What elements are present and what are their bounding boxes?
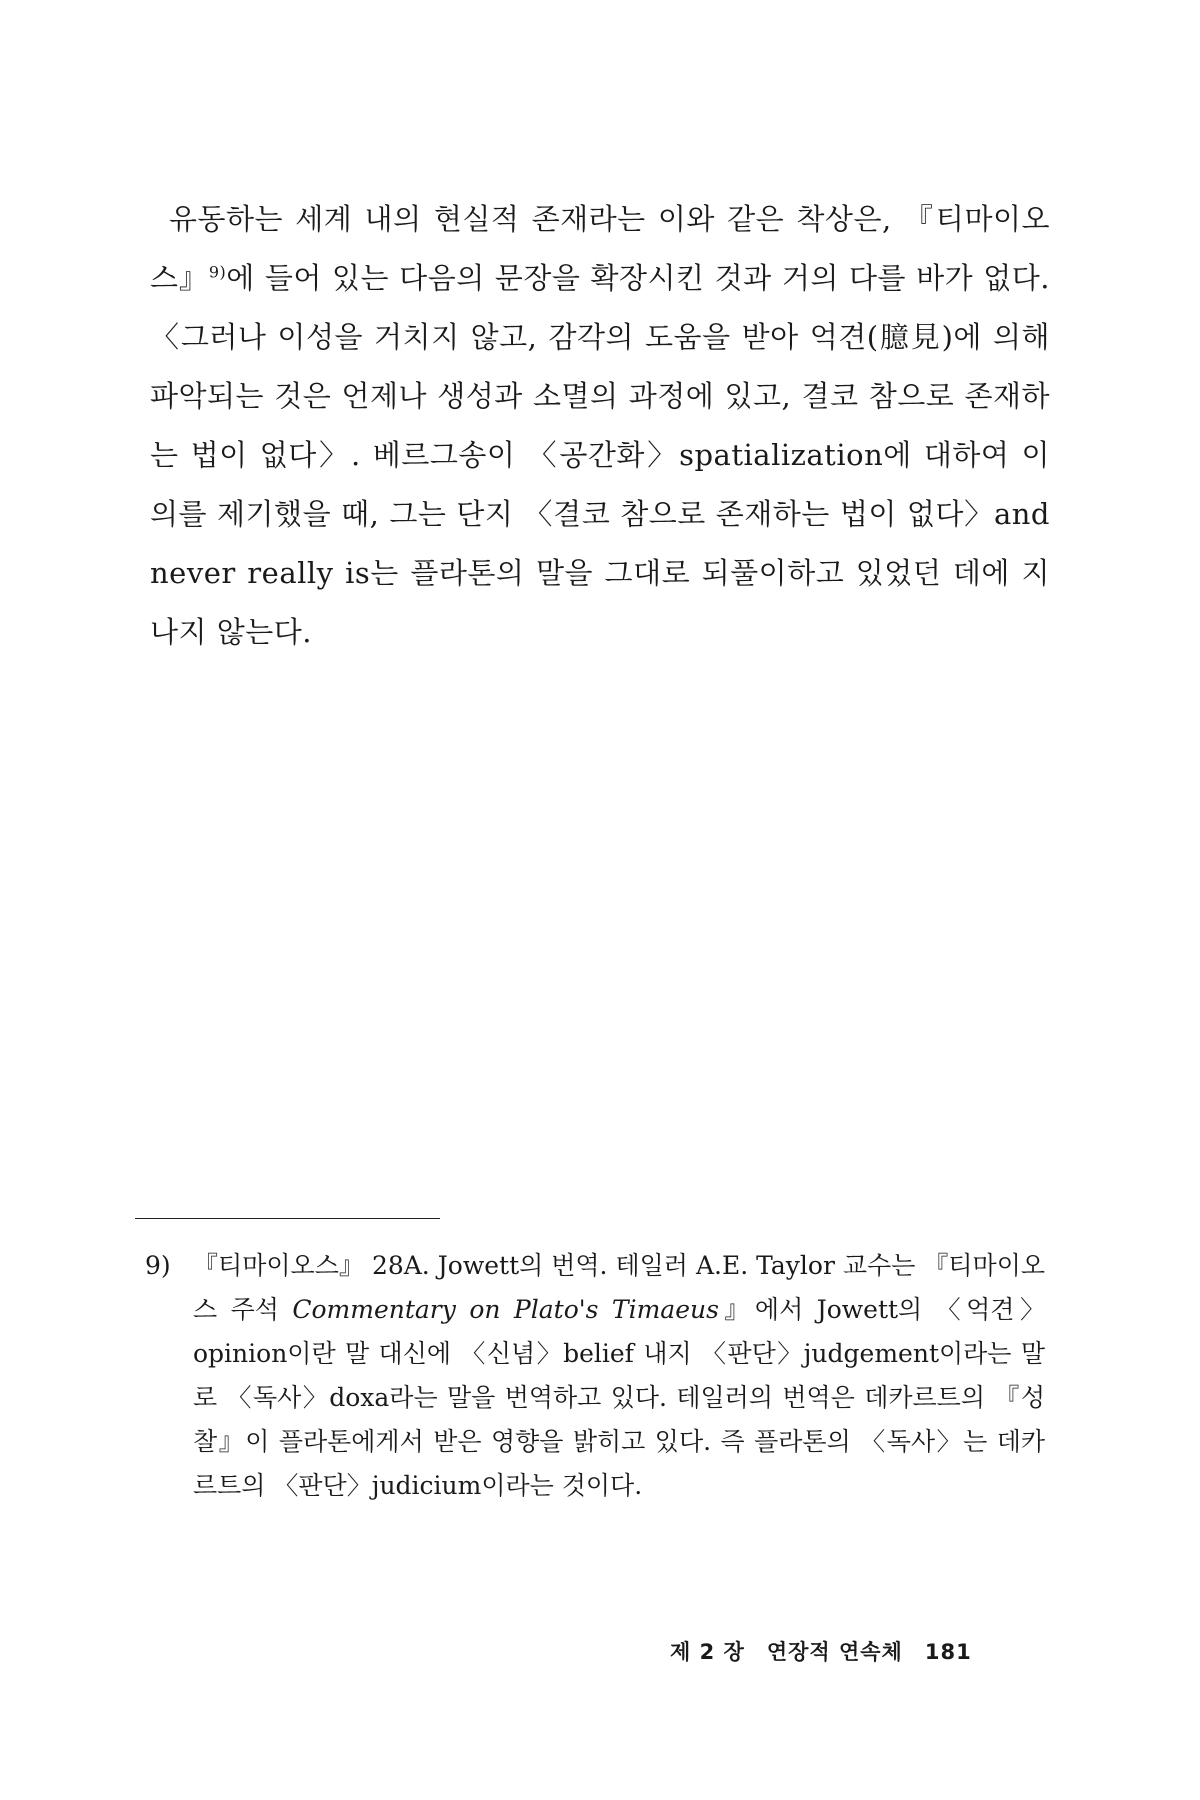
footnote-separator [135,1218,440,1219]
running-footer [670,1636,1050,1666]
footnote-text-rest: 』에서 Jowett의 〈억견〉opinion이란 말 대신에 〈신념〉belief 내지 〈판단〉judgement이라는 말로 〈독사〉doxa라는 말을 번역하고 있다. 테일러의 번역은 데카르트의 『성찰』이 플라톤에게서 받은 영향을 밝히고 있다. 즉 플라톤의 〈독사〉는 데카르트의 〈판단〉judicium이라는 것이다. [193,1295,1045,1500]
paragraph-text-rest: 에 들어 있는 다음의 문장을 확장시킨 것과 거의 다를 바가 없다. 〈그러나 이성을 거치지 않고, 감각의 도움을 받아 억견(臆見)에 의해 파악되는 것은 언제나 생성과 소멸의 과정에 있고, 결코 참으로 존재하는 법이 없다〉. 베르그송이 〈공간화〉spatialization에 대하여 이의를 제기했을 때, 그는 단지 〈결코 참으로 존재하는 법이 없다〉and never really is는 플라톤의 말을 그대로 되풀이하고 있었던 데에 지나지 않는다. [150,261,1050,649]
footnote-number: 9) [145,1251,171,1280]
footnote-book-title: Commentary on Plato's Timaeus [292,1295,719,1324]
chapter-title: 연장적 연속체 [766,1640,903,1664]
paragraph-text-start: 유동하는 세계 내의 현실적 존재라는 이와 같은 착상은, 『티마이오스』 [150,202,1050,295]
footnote-text-start: 『티마이오스』 28A. Jowett의 번역. 테일러 A.E. Taylor 교수는 『티마이오스 주석 [193,1251,1045,1324]
main-paragraph [150,190,1050,662]
footnote-reference: 9) [208,262,227,282]
page-number: 181 [924,1640,972,1664]
footnote [135,1244,1045,1508]
footnote-entry [135,1244,1045,1508]
chapter-label: 제 2 장 [670,1640,745,1664]
paragraph [150,190,1050,662]
